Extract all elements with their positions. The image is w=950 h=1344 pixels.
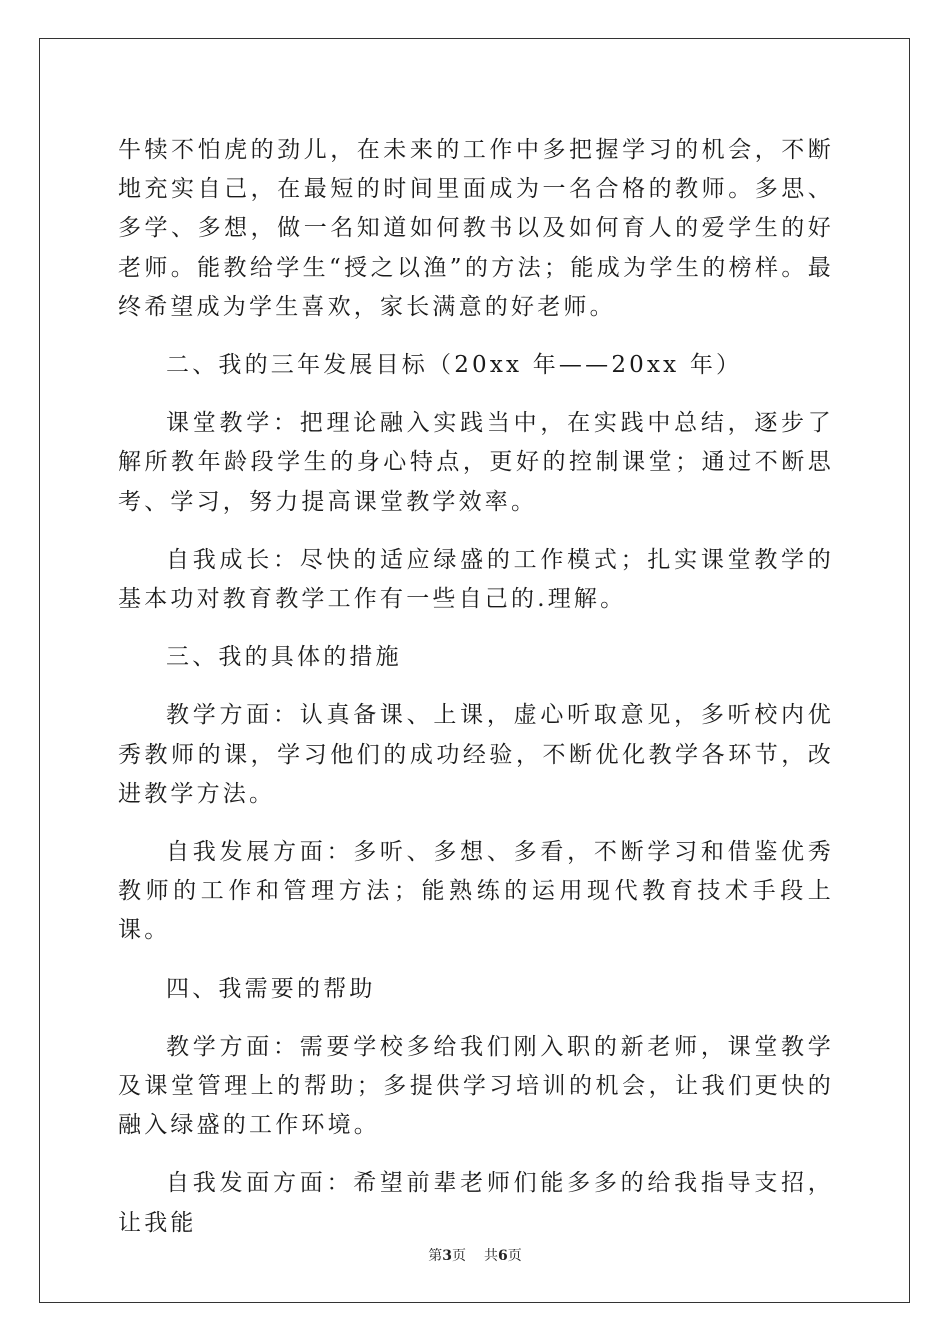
total-suffix: 页 <box>507 1248 522 1264</box>
document-body <box>118 131 834 1243</box>
paragraph-classroom-teaching: 课堂教学：把理论融入实践当中，在实践中总结，逐步了解所教年龄段学生的身心特点，更好的控制课堂；通过不断思考、学习，努力提高课堂教学效率。 <box>118 410 834 515</box>
paragraph-teaching-help: 教学方面：需要学校多给我们刚入职的新老师，课堂教学及课堂管理上的帮助；多提供学习培训的机会，让我们更快的融入绿盛的工作环境。 <box>118 1033 834 1139</box>
section-heading-help: 四、我需要的帮助 <box>166 975 376 1002</box>
paragraph-continuation: 牛犊不怕虎的劲儿，在未来的工作中多把握学习的机会，不断地充实自己，在最短的时间里面成为一名合格的教师。多思、多学、多想，做一名知道如何教书以及如何育人的爱学生的好老师。能教给学生“授之以渔”的方法；能成为学生的榜样。最终希望成为学生喜欢，家长满意的好老师。 <box>118 137 834 320</box>
page-current: 3 <box>442 1248 452 1264</box>
page-footer <box>0 1245 950 1265</box>
paragraph-self-help: 自我发面方面：希望前辈老师们能多多的给我指导支招，让我能 <box>118 1170 834 1236</box>
paragraph-self-growth: 自我成长：尽快的适应绿盛的工作模式；扎实课堂教学的基本功对教育教学工作有一些自己的.理解。 <box>118 546 834 613</box>
section-heading-measures: 三、我的具体的措施 <box>166 644 402 671</box>
section-heading-goals: 二、我的三年发展目标（20xx 年——20xx 年） <box>166 352 743 379</box>
page-prefix: 第 <box>428 1248 443 1264</box>
paragraph-self-development: 自我发展方面：多听、多想、多看，不断学习和借鉴优秀教师的工作和管理方法；能熟练的运用现代教育技术手段上课。 <box>118 839 834 944</box>
page-total: 6 <box>498 1248 508 1264</box>
page-suffix: 页 <box>452 1248 466 1264</box>
paragraph-teaching-measures: 教学方面：认真备课、上课，虚心听取意见，多听校内优秀教师的课，学习他们的成功经验，不断优化教学各环节，改进教学方法。 <box>118 702 834 807</box>
total-prefix: 共 <box>484 1248 498 1264</box>
